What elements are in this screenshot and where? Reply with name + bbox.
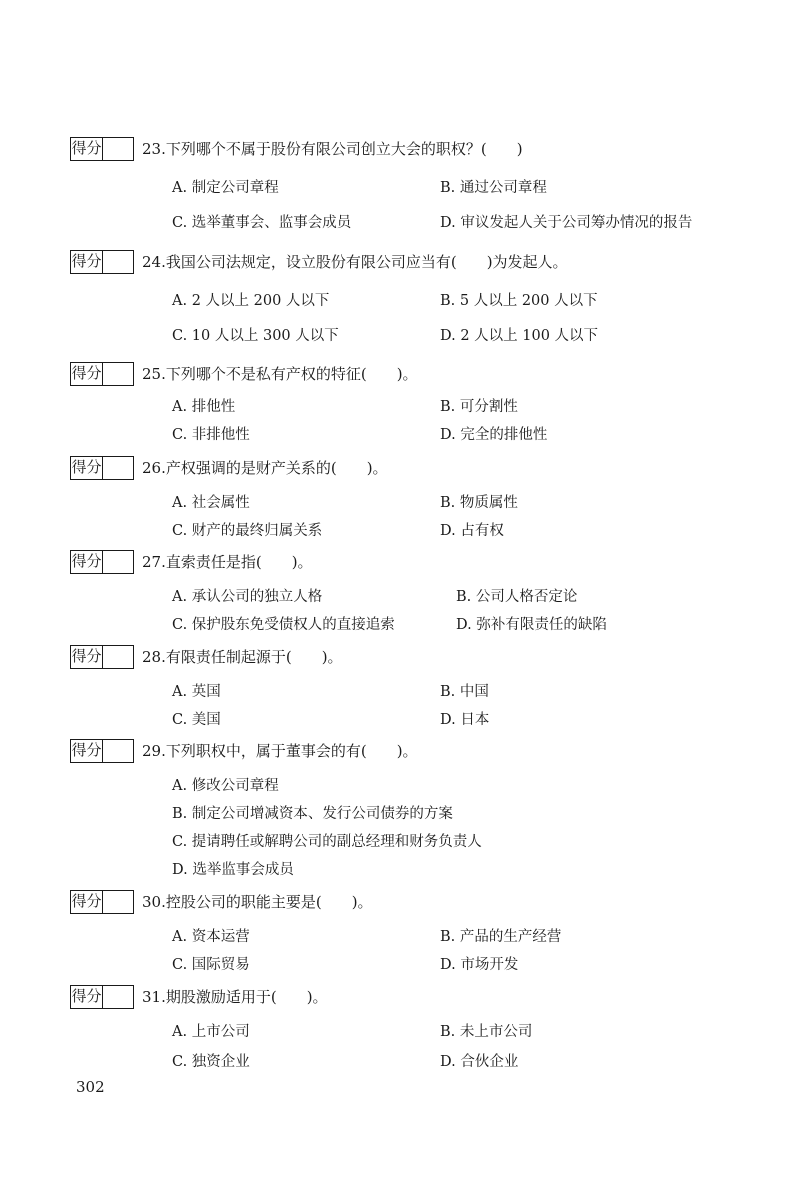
question-25 — [70, 362, 770, 452]
question-stem: 27.直索责任是指( )。 — [142, 553, 313, 571]
option-a: A. 上市公司 — [172, 1024, 250, 1040]
option-c: C. 保护股东免受债权人的直接追索 — [172, 617, 395, 633]
question-24 — [70, 250, 770, 353]
option-b: B. 通过公司章程 — [440, 180, 547, 196]
score-label: 得分 — [71, 551, 103, 573]
score-label: 得分 — [71, 363, 103, 385]
option-a: A. 承认公司的独立人格 — [172, 589, 323, 605]
score-label: 得分 — [71, 138, 103, 160]
option-b: B. 公司人格否定论 — [456, 589, 578, 605]
score-box — [70, 137, 134, 161]
option-a: A. 社会属性 — [172, 495, 250, 511]
question-31 — [70, 985, 770, 1079]
score-label: 得分 — [71, 646, 103, 668]
option-c: C. 财产的最终归属关系 — [172, 523, 323, 539]
question-stem: 25.下列哪个不是私有产权的特征( )。 — [142, 365, 418, 383]
question-27 — [70, 550, 770, 642]
option-b: B. 可分割性 — [440, 399, 518, 415]
score-blank — [103, 646, 133, 668]
score-box — [70, 250, 134, 274]
score-blank — [103, 891, 133, 913]
score-label: 得分 — [71, 251, 103, 273]
question-stem: 28.有限责任制起源于( )。 — [142, 648, 343, 666]
option-c: C. 提请聘任或解聘公司的副总经理和财务负责人 — [172, 834, 482, 850]
score-blank — [103, 138, 133, 160]
score-box — [70, 985, 134, 1009]
score-box — [70, 645, 134, 669]
option-b: B. 未上市公司 — [440, 1024, 533, 1040]
score-box — [70, 456, 134, 480]
option-c: C. 独资企业 — [172, 1054, 250, 1070]
option-d: D. 合伙企业 — [440, 1054, 519, 1070]
question-stem: 23.下列哪个不属于股份有限公司创立大会的职权？( ) — [142, 140, 523, 158]
score-label: 得分 — [71, 740, 103, 762]
score-blank — [103, 457, 133, 479]
option-c: C. 美国 — [172, 712, 221, 728]
score-box — [70, 550, 134, 574]
option-b: B. 物质属性 — [440, 495, 518, 511]
question-26 — [70, 456, 770, 548]
option-a: A. 资本运营 — [172, 929, 250, 945]
score-box — [70, 739, 134, 763]
option-c: C. 10 人以上 300 人以下 — [172, 328, 339, 344]
score-blank — [103, 551, 133, 573]
option-a: A. 修改公司章程 — [172, 778, 279, 794]
option-d: D. 市场开发 — [440, 957, 519, 973]
question-stem: 29.下列职权中，属于董事会的有( )。 — [142, 742, 418, 760]
question-stem: 31.期股激励适用于( )。 — [142, 988, 328, 1006]
score-label: 得分 — [71, 891, 103, 913]
question-stem: 30.控股公司的职能主要是( )。 — [142, 893, 373, 911]
option-d: D. 审议发起人关于公司筹办情况的报告 — [440, 215, 693, 231]
option-b: B. 产品的生产经营 — [440, 929, 562, 945]
question-stem: 26.产权强调的是财产关系的( )。 — [142, 459, 388, 477]
question-29 — [70, 739, 770, 887]
option-d: D. 日本 — [440, 712, 490, 728]
score-blank — [103, 363, 133, 385]
score-label: 得分 — [71, 457, 103, 479]
question-stem: 24.我国公司法规定，设立股份有限公司应当有( )为发起人。 — [142, 253, 568, 271]
option-b: B. 制定公司增减资本、发行公司债券的方案 — [172, 806, 453, 822]
option-a: A. 英国 — [172, 684, 221, 700]
score-box — [70, 890, 134, 914]
option-d: D. 占有权 — [440, 523, 504, 539]
option-c: C. 国际贸易 — [172, 957, 250, 973]
score-blank — [103, 740, 133, 762]
score-blank — [103, 986, 133, 1008]
option-a: A. 2 人以上 200 人以下 — [172, 293, 330, 309]
question-28 — [70, 645, 770, 737]
option-b: B. 中国 — [440, 684, 489, 700]
option-d: D. 2 人以上 100 人以下 — [440, 328, 599, 344]
option-d: D. 弥补有限责任的缺陷 — [456, 617, 607, 633]
option-a: A. 排他性 — [172, 399, 236, 415]
option-a: A. 制定公司章程 — [172, 180, 279, 196]
option-d: D. 选举监事会成员 — [172, 862, 294, 878]
score-box — [70, 362, 134, 386]
page-number: 302 — [76, 1078, 105, 1096]
score-blank — [103, 251, 133, 273]
option-c: C. 非排他性 — [172, 427, 250, 443]
score-label: 得分 — [71, 986, 103, 1008]
option-d: D. 完全的排他性 — [440, 427, 548, 443]
option-b: B. 5 人以上 200 人以下 — [440, 293, 598, 309]
question-30 — [70, 890, 770, 982]
question-23 — [70, 137, 770, 240]
option-c: C. 选举董事会、监事会成员 — [172, 215, 352, 231]
